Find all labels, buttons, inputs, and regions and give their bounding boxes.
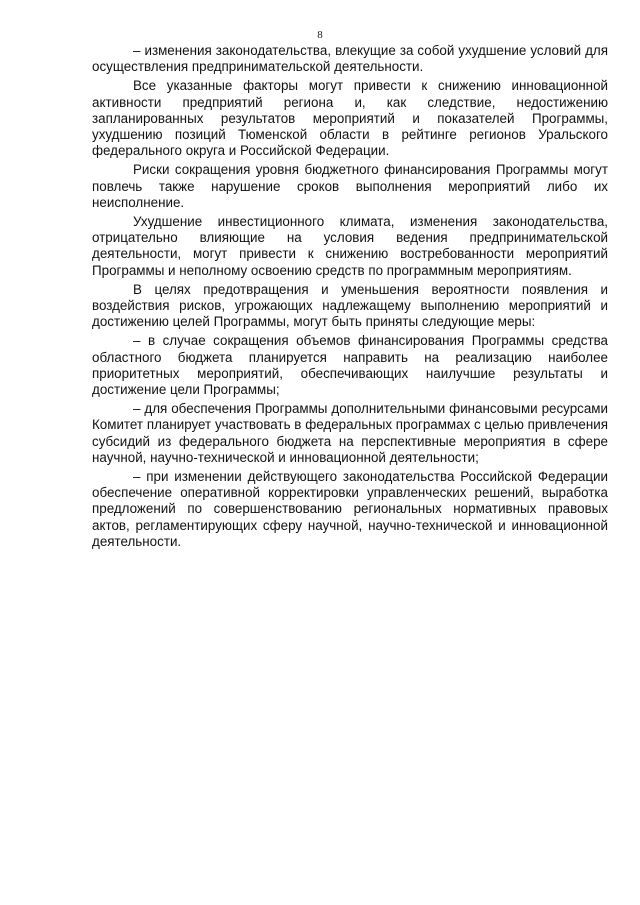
paragraph: – при изменении действующего законодательства Российской Федерации обеспечение оперативной корректировки управленческих решений, выработка предложений по совершенствованию региональных нормативных правовых актов, регламентирующих сферу научной, научно-технической и инновационной деятельности. [92, 469, 608, 549]
paragraph: – для обеспечения Программы дополнительными финансовыми ресурсами Комитет планирует участвовать в федеральных программах с целью привлечения субсидий из федерального бюджета на перспективные мероприятия в сфере научной, научно-технической и инновационной деятельности; [92, 401, 608, 465]
paragraph: Риски сокращения уровня бюджетного финансирования Программы могут повлечь также нарушение сроков выполнения мероприятий либо их неисполнение. [92, 162, 608, 210]
body-text [92, 43, 608, 553]
paragraph: Все указанные факторы могут привести к снижению инновационной активности предприятий региона и, как следствие, недостижению запланированных результатов мероприятий и показателей Программы, ухудшению позиций Тюменской области в рейтинге регионов Уральского федерального округа и Российской Федерации. [92, 78, 608, 159]
paragraph: Ухудшение инвестиционного климата, изменения законодательства, отрицательно влияющие на условия ведения предпринимательской деятельности, могут привести к снижению востребованности мероприятий Программы и неполному освоению средств по программным мероприятиям. [92, 214, 608, 278]
page-number: 8 [317, 29, 323, 41]
paragraph: – в случае сокращения объемов финансирования Программы средства областного бюджета планируется направить на реализацию наиболее приоритетных мероприятий, обеспечивающих наилучшие результаты и достижение цели Программы; [92, 333, 608, 398]
paragraph: В целях предотвращения и уменьшения вероятности появления и воздействия рисков, угрожающих надлежащему выполнению мероприятий и достижению целей Программы, могут быть приняты следующие меры: [92, 281, 608, 330]
paragraph: – изменения законодательства, влекущие за собой ухудшение условий для осуществления предпринимательской деятельности. [92, 43, 608, 75]
